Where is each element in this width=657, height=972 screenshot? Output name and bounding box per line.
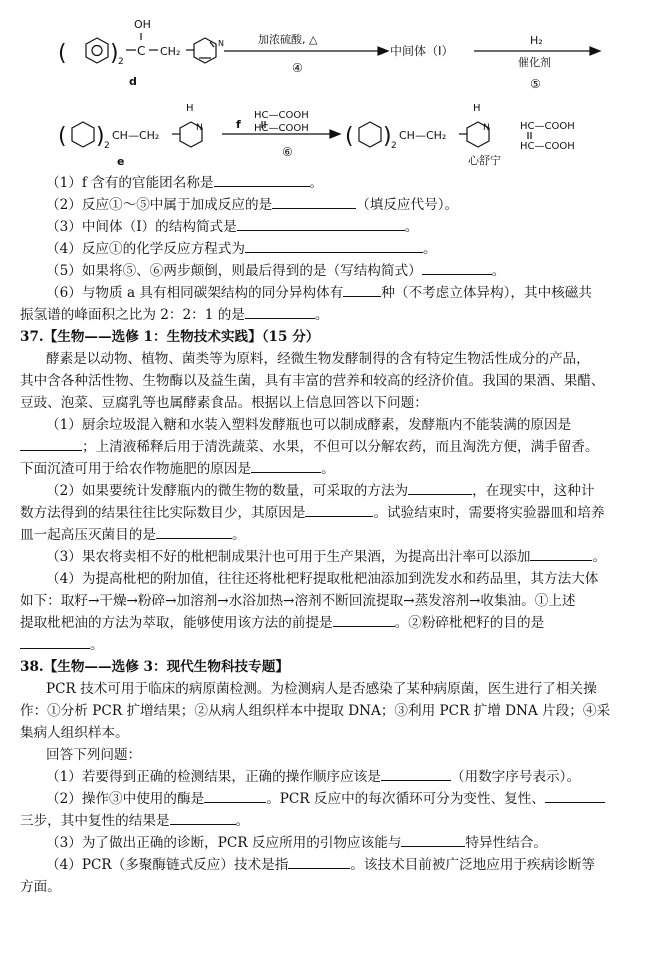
answer-blank[interactable]	[288, 854, 350, 869]
ch2-group: CH₂	[160, 45, 181, 58]
product-acid-top: HC—COOH	[520, 121, 575, 132]
label-d: d	[129, 75, 137, 88]
question-38-1: （1）若要得到正确的检测结果，正确的操作顺序应该是 （用数字序号表示）。	[20, 766, 642, 788]
question-36-5: （5）如果将⑤、⑥两步颠倒，则最后得到的是（写结构简式） 。	[20, 260, 642, 282]
question-36-1: （1）f 含有的官能团名称是 。	[20, 172, 642, 194]
step-6-label: ⑥	[282, 145, 293, 159]
question-37-1: （1）厨余垃圾混入糖和水装入塑料发酵瓶也可以制成酵素，发酵瓶内不能装满的原因是	[46, 417, 572, 433]
question-38-2: （2）操作③中使用的酶是 。PCR 反应中的每次循环可分为变性、复性、	[20, 788, 642, 810]
paragraph-38: PCR 技术可用于临床的病原菌检测。为检测病人是否感染了某种病原菌，医生进行了相关操	[46, 681, 597, 697]
paragraph-37: 酵素是以动物、植物、菌类等为原料，经微生物发酵制得的含有特定生物活性成分的产品，	[46, 351, 590, 367]
answer-blank[interactable]	[545, 788, 605, 803]
section-38-heading: 38.【生物——选修 3：现代生物科技专题】	[20, 659, 289, 675]
acid-top: HC—COOH	[254, 110, 309, 121]
question-36-6: （6）与物质 a 具有相同碳架结构的同分异构体有 种（不考虑立体异构），其中核磁共	[20, 282, 642, 304]
question-body: （1）f 含有的官能团名称是 。 （2）反应①～⑤中属于加成反应的是 （填反应代号）。 （3）中间体（Ⅰ）的结构简式是 。 （4）反应①的化学反应方程式为 。 （5）如果将⑤、⑥两步颠倒，则最后得到的是（写结构简式） 。 （6）与物质 a 具有相同碳架结构的同分异构体有 种（不考虑立体异构），其中核磁共 振氢谱的峰面积之比为 2：2：1 的是 。 37.【生物——选修 1：生物技术实践】（15 分） 酵素是以动物、植物、菌类等为原料，经微生物发酵制得的含有特定生物活性成分的产品， 其中含各种活性物、生物酶以及益生菌，具有丰富的营养和较高的经济价值。我国的果酒、果醋、 豆豉、泡菜、豆腐乳等也属酵素食品。根据以上信息回答以下问题： （1）厨余垃圾混入糖和水装入塑料发酵瓶也可以制成酵素，发酵瓶内不能装满的原因是 ；上清液稀释后用于清洗蔬菜、水果，不但可以分解农药，而且淘洗方便，满手留香。 下面沉渣可用于给农作物施肥的原因是 。 （2）如果要统计发酵瓶内的微生物的数量，可采取的方法为 ，在现实中，这种计 数方法得到的结果往往比实际数目少，其原因是 。试验结束时，需要将实验器皿和培养 皿一起高压灭菌目的是 。 （3）果农将卖相不好的枇杷制成果汁也可用于生产果酒，为提高出汁率可以添加 。 （4）为提高枇杷的附加值，往往还将枇杷籽提取枇杷油添加到洗发水和药品里，其方法大体 如下：取籽→干燥→粉碎→加溶剂→水浴加热→溶剂不断回流提取→蒸发溶剂→收集油。①上述 提取枇杷油的方法为萃取，能够使用该方法的前提是 。②粉碎枇杷籽的目的是 。 38.【生物——选修 3：现代生物科技专题】 PCR 技术可用于临床的病原菌检测。为检测病人是否感染了某种病原菌，医生进行了相关操 作：①分析 PCR 扩增结果；②从病人组织样本中提取 DNA；③利用 PCR 扩增 DNA 片段；④采 集病人组织样本。 回答下列问题： （1）若要得到正确的检测结果，正确的操作顺序应该是 （用数字序号表示）。 （2）操作③中使用的酶是 。PCR 反应中的每次循环可分为变性、复性、 三步，其中复性的结果是 。 （3）为了做出正确的诊断，PCR 反应所用的引物应该能与 特异性结合。 （4）PCR（多聚酶链式反应）技术是指 。该技术目前被广泛地应用于疾病诊断等 方面。	[20, 172, 642, 898]
section-37-heading: 37.【生物——选修 1：生物技术实践】（15 分）	[20, 329, 320, 345]
answer-blank[interactable]	[272, 194, 356, 209]
step-4-label: ④	[292, 61, 303, 75]
cyclohexane-ring-icon	[72, 122, 94, 147]
svg-text:(: (	[58, 124, 67, 149]
question-38-4: （4）PCR（多聚酶链式反应）技术是指 。该技术目前被广泛地应用于疾病诊断等	[20, 854, 642, 876]
svg-text:): )	[96, 124, 105, 149]
answer-blank[interactable]	[381, 766, 451, 781]
scheme-row-1	[58, 18, 600, 91]
answer-blank[interactable]	[333, 612, 395, 627]
product-acid-bottom: HC—COOH	[520, 141, 575, 152]
acid-bottom: HC—COOH	[254, 123, 309, 134]
answer-blank[interactable]	[305, 502, 373, 517]
reagent-conc-h2so4: 加浓硫酸, △	[258, 33, 318, 46]
answer-blank[interactable]	[214, 172, 310, 187]
carbon-c: C	[137, 44, 146, 58]
answer-blank[interactable]	[530, 546, 592, 561]
question-37-3: （3）果农将卖相不好的枇杷制成果汁也可用于生产果酒，为提高出汁率可以添加 。	[20, 546, 642, 568]
reagent-f: f	[236, 118, 241, 131]
catalyst-label: 催化剂	[518, 56, 551, 69]
answer-blank[interactable]	[251, 458, 321, 473]
answer-blank[interactable]	[156, 524, 232, 539]
reaction-scheme	[0, 0, 657, 185]
answer-blank[interactable]	[20, 436, 82, 451]
question-36-3: （3）中间体（Ⅰ）的结构简式是 。	[20, 216, 642, 238]
sub-2: 2	[118, 57, 124, 67]
nh-hydrogen: H	[186, 103, 194, 114]
svg-text:N: N	[218, 39, 224, 48]
answer-blank[interactable]	[343, 282, 381, 297]
benzene-ring-icon	[86, 38, 108, 63]
answer-blank[interactable]	[245, 304, 315, 319]
svg-text:(: (	[345, 124, 354, 149]
answer-blank[interactable]	[422, 260, 492, 275]
answer-blank[interactable]	[170, 810, 236, 825]
question-36-6-cont: 振氢谱的峰面积之比为 2：2：1 的是 。	[20, 304, 642, 326]
svg-text:): )	[110, 41, 119, 66]
question-38-3: （3）为了做出正确的诊断，PCR 反应所用的引物应该能与 特异性结合。	[20, 832, 642, 854]
nh-nitrogen: N	[196, 123, 203, 133]
answer-blank[interactable]	[20, 634, 90, 649]
svg-text:2: 2	[104, 141, 110, 151]
svg-text:2: 2	[391, 141, 397, 151]
intermediate-label: 中间体（Ⅰ）	[390, 44, 454, 58]
scheme-row-2	[58, 103, 575, 168]
answer-blank[interactable]	[204, 788, 266, 803]
ch-ch2-chain: CH—CH₂	[112, 129, 160, 142]
hydroxyl-oh: OH	[134, 18, 151, 31]
product-chain: CH—CH₂	[399, 129, 447, 142]
question-37-2: （2）如果要统计发酵瓶内的微生物的数量，可采取的方法为 ，在现实中，这种计	[20, 480, 642, 502]
svg-text:N: N	[483, 123, 490, 133]
answer-blank[interactable]	[245, 238, 423, 253]
question-36-4: （4）反应①的化学反应方程式为 。	[20, 238, 642, 260]
step-5-label: ⑤	[530, 77, 541, 91]
product-name-xinshuning: 心舒宁	[468, 154, 501, 167]
question-37-4: （4）为提高枇杷的附加值，往往还将枇杷籽提取枇杷油添加到洗发水和药品里，其方法大体	[46, 571, 599, 587]
reagent-h2: H₂	[530, 34, 543, 47]
answer-blank[interactable]	[408, 480, 472, 495]
answer-blank[interactable]	[237, 216, 405, 231]
answer-blank[interactable]	[401, 832, 465, 847]
product-cyclohexane-icon	[359, 122, 381, 147]
question-36-2: （2）反应①～⑤中属于加成反应的是 （填反应代号）。	[20, 194, 642, 216]
label-e: e	[117, 155, 125, 168]
svg-text:H: H	[473, 103, 481, 114]
svg-text:(: (	[58, 41, 67, 66]
pyridine-ring-icon	[194, 38, 216, 63]
svg-text:): )	[383, 124, 392, 149]
